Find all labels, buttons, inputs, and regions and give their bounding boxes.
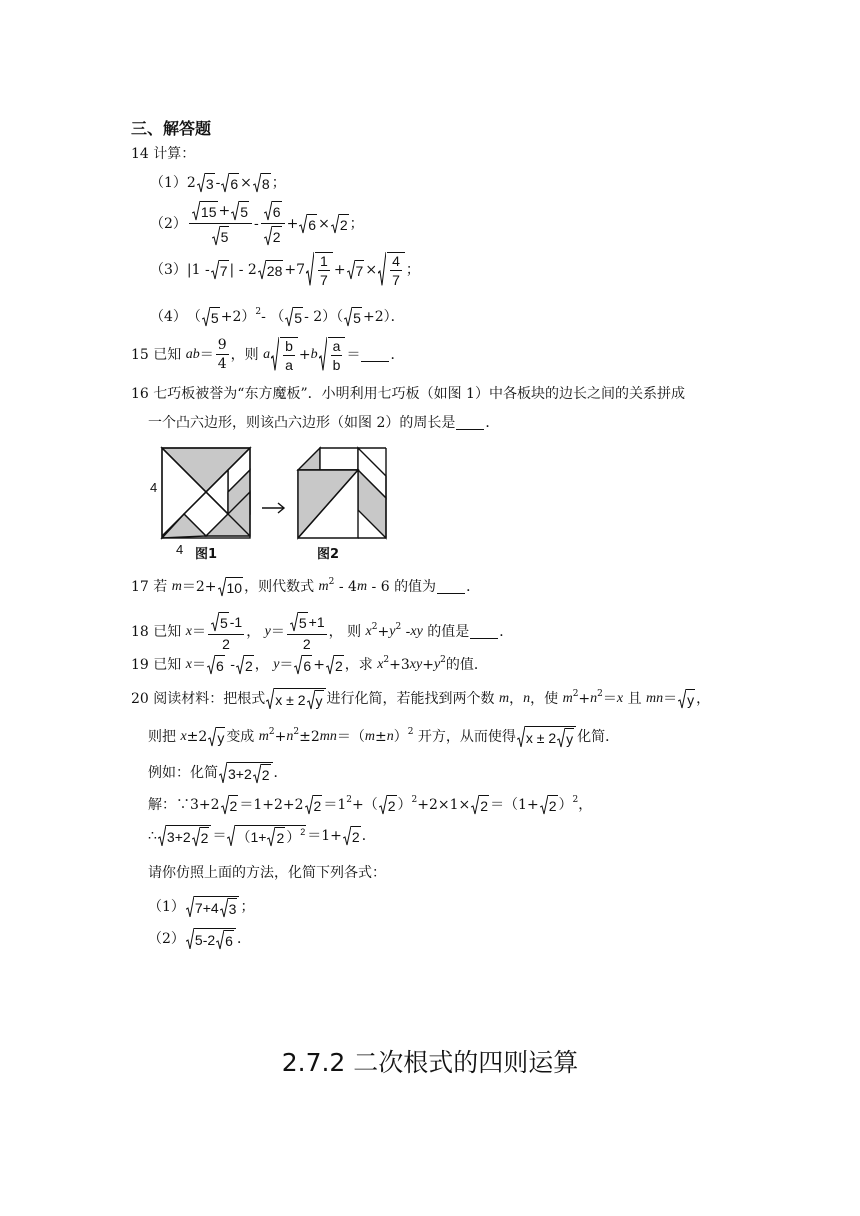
question-text: 则把 [148,729,176,745]
fraction: 15 + 5 5 [189,201,252,246]
question-20-line1: 20 阅读材料：把根式 x ± 2 y 进行化简，若能找到两个数 m ， n ，使 m $^2$ + n $^2$ ＝ x 且 mn ＝ y ， [131,689,711,709]
question-text: 开方，从而使得 [417,729,516,745]
question-15: 15 已知 ab ＝ $\frac{9}{4}$ ， 则 a $\frac{b}{a}$ + b $\frac{a}{b}$ ＝ ． [131,337,405,373]
part-label: （2） [150,215,187,232]
radical: 3 [197,173,215,193]
q14-part2: （2） 15 + 5 5 - $\frac{6}{2}$ + 6 × 2 ； [150,203,364,245]
fig1-caption: 图1 [195,547,218,562]
question-text: 的值． [445,657,488,673]
question-18: 18 已知 x ＝ 5 -1 2 ， y ＝ 5 +1 2 ， 则 x $^2$ + y $^2$ - xy 的值是 ． [131,614,514,652]
question-text: 计算： [153,146,196,162]
question-16-line1 [131,387,685,401]
section-heading: 2.7.2 二次根式的四则运算 [281,1048,579,1077]
question-text: 已知 [153,623,182,640]
question-text: 且 [627,691,642,707]
question-text: ，则代数式 [244,579,315,595]
part-label: （4） [150,309,187,325]
radical: 8 [253,173,271,193]
question-text: ，使 [530,691,559,707]
question-20-solution2: ∴ 3+2 2 ＝ （1+ 2 ） $^2$ ＝1+ 2 ． [148,827,376,846]
question-number: 18 [131,623,149,640]
question-20-part2: （2） 5-2 6 ． [148,928,251,950]
question-text: 则 [347,623,362,640]
question-14 [131,147,195,161]
answer-blank [470,637,498,639]
figure-2 [298,448,386,538]
answer-blank [456,428,484,430]
fig2-caption: 图2 [317,547,340,562]
answer-blank [437,592,465,594]
question-text: 已知 [153,657,182,673]
fraction: $\frac{6}{2}$ [261,201,285,246]
question-number: 20 [131,691,149,707]
question-text: 一个凸六边形，则该凸六边形（如图 2）的周长是 [148,415,456,431]
question-16-line2: 一个凸六边形，则该凸六边形（如图 2）的周长是 ． [148,415,500,431]
radical: 6 [221,173,239,193]
section-title: 三、解答题 [131,119,212,138]
part-label: （1） [150,175,187,191]
question-number: 15 [131,346,149,363]
question-text: 七巧板被誉为“东方魔板”．小明利用七巧板（如图 1）中各板块的边长之间的关系拼成 [153,386,685,402]
figure-1 [162,448,250,538]
part-label: （1） [148,899,185,915]
part-label: （3） [150,261,187,278]
question-text: 例如：化简 [148,765,218,781]
question-number: 19 [131,657,149,673]
question-17: 17 若 m ＝2+ 10 ，则代数式 m $^2$ - 4 m - 6 的值为 ． [131,577,481,596]
question-20-instruction [148,866,386,880]
question-text: 已知 [153,346,182,363]
question-text: 的值是 [427,623,470,640]
question-20-example: 例如：化简 3+2 2 ． [148,762,288,784]
question-text: 解：∵ [148,797,190,813]
part-label: （2） [148,931,185,947]
question-20-part1: （1） 7+4 3 ； [148,896,254,918]
question-text: 求 [358,657,373,673]
q14-part4: （4） （ 5 +2） $^2$ - （ 5 - 2）（ 5 +2）． [150,307,405,326]
answer-blank [361,360,389,362]
question-number: 14 [131,146,149,162]
question-text: 请你仿照上面的方法，化简下列各式： [148,865,386,881]
question-text: 化简． [577,729,620,745]
question-20-solution1: 解：∵ 3+2 2 ＝1+2+2 2 ＝1 $^2$ +（ 2 ） $^2$ +2×1× 2 ＝（1+ 2 ） $^2$ ， [148,795,593,814]
q14-part3: （3） |1 - 7 | - 2 28 +7 $\frac{1}{7}$ + 7 × $\frac{4}{7}$ ； [150,253,420,288]
question-number: 17 [131,579,149,595]
question-text: 若 [153,579,168,595]
side-label-left: 4 [150,480,158,495]
question-text: 阅读材料：把根式 [153,691,266,707]
q14-part1: （1） 2 3 - 6 × 8 ； [150,175,286,192]
question-19: 19 已知 x ＝ 6 - 2 ， y ＝ 6 + 2 ， 求 x $^2$ +3 xy + y $^2$ 的值． [131,655,488,674]
tangram-figure [140,440,400,565]
question-20-line2: 则把 x ±2 y 变成 m $^2$ + n $^2$ ±2 mn ＝（ m ± n ） $^2$ 开方，从而使得 x ± 2 y 化简． [148,727,620,747]
question-text: 则 [244,346,259,363]
question-text: 进行化简，若能找到两个数 [326,691,495,707]
question-number: 16 [131,386,149,402]
side-label-bottom: 4 [176,542,184,557]
question-text: 变成 [226,729,255,745]
question-text: 的值为 [394,579,437,595]
arrow-icon [262,503,284,513]
